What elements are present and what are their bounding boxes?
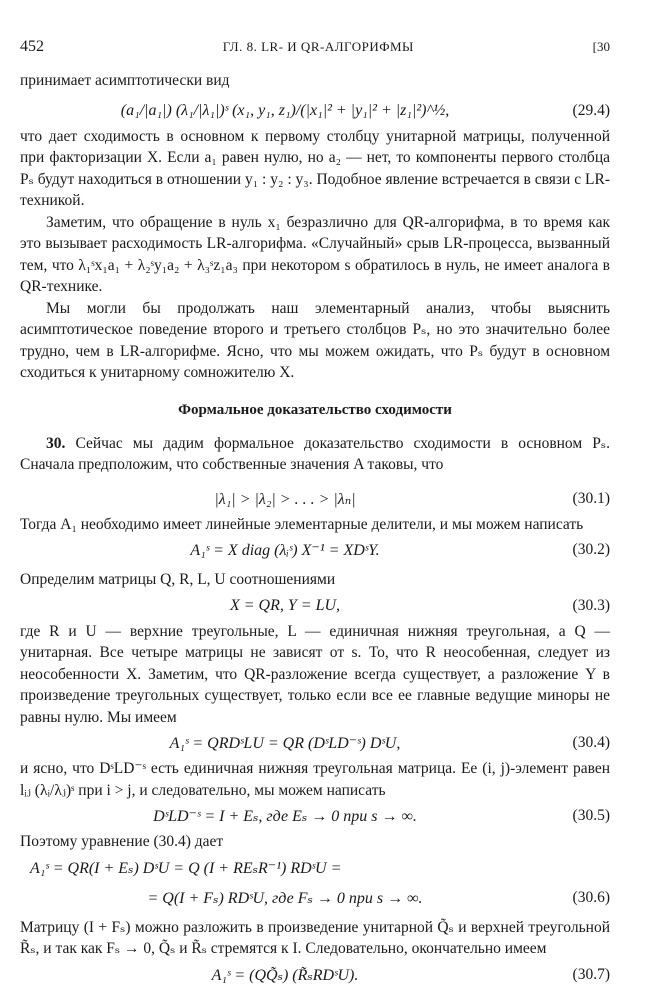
- equation-body: (a₁/|a₁|) (λ₁/|λ₁|)ˢ (x₁, y₁, z₁)/(|x₁|² + |y₁|² + |z₁|²)^½,: [120, 101, 450, 119]
- equation-30-6-line1: [20, 853, 610, 883]
- paragraph: где R и U — верхние треугольные, L — единичная нижняя треугольная, а Q — унитарная. Все четыре матрицы не зависят от s. То, что R неособенная, следует из неособенности X. Заметим, что QR-разложение всегда существует, а разложение Y в произведение треугольных существует, только если все ее главные ведущие миноры не равны нулю. Мы имеем: [20, 622, 610, 726]
- section-heading: Формальное доказательство сходимости: [178, 401, 452, 418]
- equation-body: DˢLD⁻ˢ = I + Eₛ, где Eₛ → 0 при s → ∞.: [153, 808, 417, 825]
- paragraph: Заметим, что обращение в нуль x₁ безразлично для QR-алгорифма, в то время как это вызывает расходимость LR-алгорифма. «Случайный» срыв LR-процесса, вызванный тем, что λ₁ˢx₁a₁ + λ₂ˢy₁a₂ + λ₃ˢz₁a₃ при некотором s обратилось в нуль, не имеет аналога в QR-технике.: [20, 213, 610, 295]
- equation-number: (29.4): [572, 101, 610, 119]
- equation-30-4: [20, 728, 610, 758]
- paragraph: Поэтому уравнение (30.4) дает: [20, 833, 224, 850]
- equation-30-5: [20, 801, 610, 831]
- equation-30-3: [20, 591, 610, 621]
- paragraph-number: 30.: [46, 434, 66, 452]
- equation-30-2: [20, 535, 610, 565]
- equation-number: (30.5): [572, 807, 610, 824]
- equation-body: A₁ˢ = X diag (λᵢˢ) X⁻¹ = XDˢY.: [190, 542, 380, 559]
- equation-body: A₁ˢ = (QQ̃ₛ) (R̃ₛRDˢU).: [211, 966, 359, 984]
- running-header: [20, 38, 610, 56]
- equation-number: (30.6): [572, 888, 610, 906]
- equation-number: (30.1): [572, 489, 610, 507]
- paragraph: Тогда A₁ необходимо имеет линейные элементарные делители, и мы можем написать: [20, 515, 584, 533]
- paragraph: что дает сходимость в основном к первому столбцу унитарной матрицы, полученной при факторизации X. Если a₁ равен нулю, но a₂ — нет, то компоненты первого столбца Pₛ будут находиться в отношении y₁ : y₂ : y₃. Подобное явление встречается в связи с LR-техникой.: [20, 127, 610, 209]
- book-page: [20, 38, 610, 990]
- equation-30-6-line2: [20, 883, 610, 913]
- equation-body: |λ₁| > |λ₂| > . . . > |λₙ|: [214, 490, 356, 508]
- equation-number: (30.3): [572, 596, 610, 614]
- paragraph: Матрицу (I + Fₛ) можно разложить в произведение унитарной Q̃ₛ и верхней треугольной R̃ₛ, и так как Fₛ → 0, Q̃ₛ и R̃ₛ стремятся к I. Следовательно, окончательно имеем: [20, 918, 610, 957]
- equation-number: (30.7): [572, 965, 610, 983]
- paragraph: и ясно, что DˢLD⁻ˢ есть единичная нижняя треугольная матрица. Ее (i, j)-элемент равен lᵢⱼ (λᵢ/λⱼ)ˢ при i > j, и следовательно, мы можем написать: [20, 760, 610, 799]
- paragraph-30: [20, 433, 610, 476]
- equation-body: X = QR, Y = LU,: [229, 596, 341, 614]
- paragraph-text: Сейчас мы дадим формальное доказательство сходимости в основном Pₛ. Сначала предположим, что собственные значения A таковы, что: [20, 434, 610, 473]
- equation-29-4: [20, 96, 610, 126]
- paragraph: Мы могли бы продолжать наш элементарный анализ, чтобы выяснить асимптотическое поведение второго и третьего столбцов Pₛ, но это значительно более трудно, чем в LR-алгорифме. Ясно, что мы можем ожидать, что Pₛ будут в основном сходиться к унитарному сомножителю X.: [20, 299, 610, 381]
- paragraph: Определим матрицы Q, R, L, U соотношениями: [20, 571, 336, 588]
- equation-number: (30.2): [572, 541, 610, 558]
- section-reference: [30: [592, 39, 610, 54]
- chapter-title: ГЛ. 8. LR- И QR-АЛГОРИФМЫ: [222, 39, 414, 54]
- equation-30-1: [20, 484, 610, 514]
- paragraph: принимает асимптотически вид: [20, 72, 230, 89]
- equation-body: A₁ˢ = QR(I + Eₛ) DˢU = Q (I + REₛR⁻¹) RDˢU =: [30, 859, 342, 877]
- equation-body: A₁ˢ = QRDˢLU = QR (DˢLD⁻ˢ) DˢU,: [169, 735, 401, 752]
- equation-30-7: [20, 960, 610, 990]
- equation-number: (30.4): [572, 734, 610, 751]
- page-number: 452: [20, 38, 44, 55]
- equation-body: = Q(I + Fₛ) RDˢU, где Fₛ → 0 при s → ∞.: [147, 889, 423, 907]
